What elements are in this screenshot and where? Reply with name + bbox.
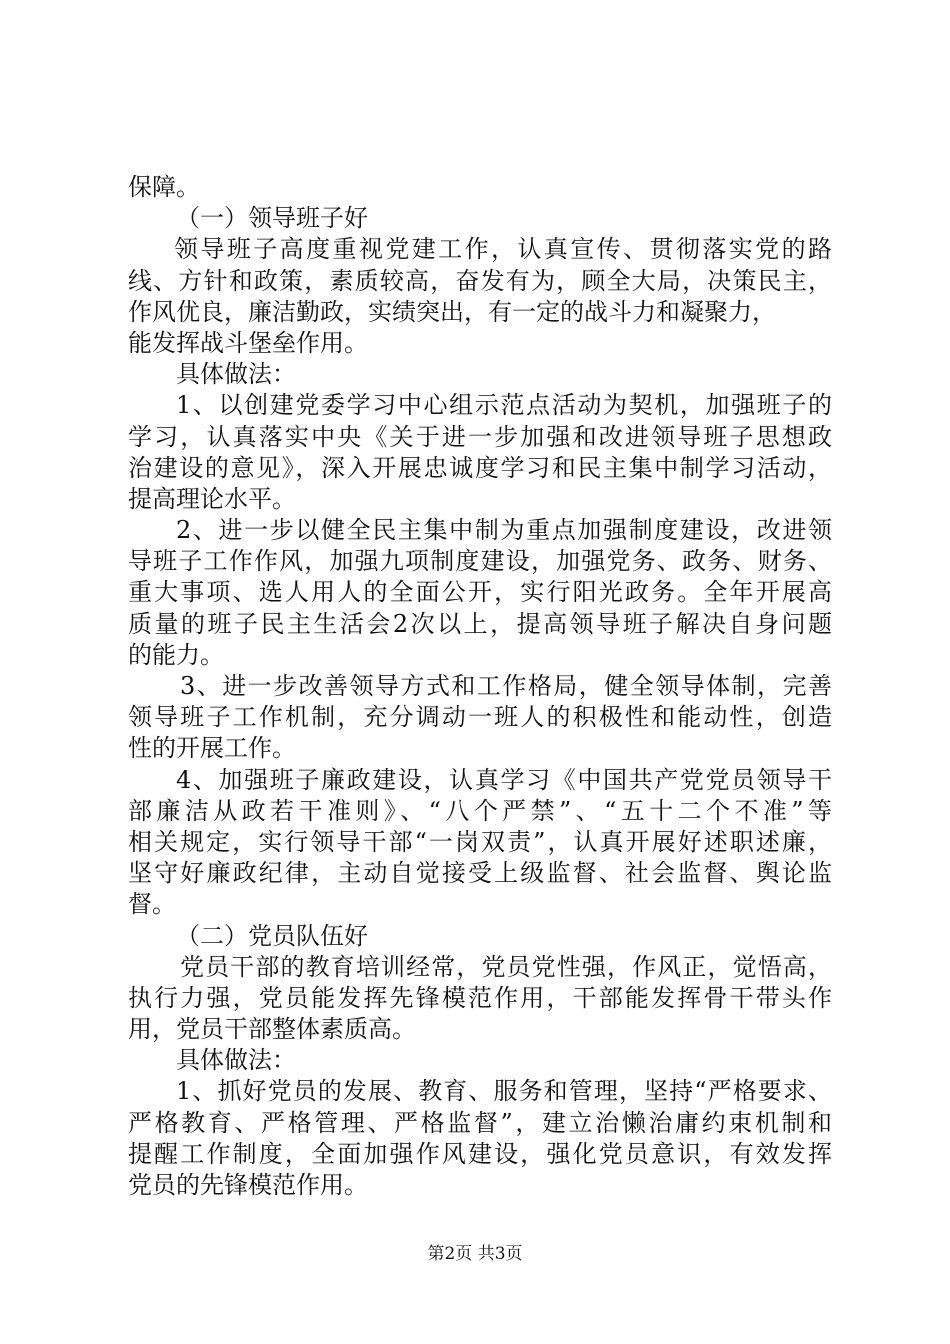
- text-line: 治建设的意见》，深入开展忠诚度学习和民主集中制学习活动，: [128, 453, 832, 482]
- text-line: 保障。: [128, 173, 200, 201]
- text-line: 党员干部的教育培训经常，党员党性强，作风正，觉悟高，: [180, 952, 832, 981]
- text-line: 1、抓好党员的发展、教育、服务和管理，坚持“严格要求、: [176, 1077, 832, 1106]
- text-line: 3、进一步改善领导方式和工作格局，健全领导体制，完善: [180, 672, 832, 700]
- text-line: 质量的班子民主生活会2次以上，提高领导班子解决自身问题: [128, 609, 832, 638]
- text-line: 党员的先锋模范作用。: [128, 1171, 368, 1199]
- document-body: [128, 172, 832, 1201]
- text-line: 的能力。: [128, 640, 224, 669]
- text-line: 严格教育、严格管理、严格监督”，建立治懒治庸约束机制和: [128, 1108, 832, 1137]
- text-line: 学习，认真落实中央《关于进一步加强和改进领导班子思想政: [128, 422, 832, 451]
- text-line: 能发挥战斗堡垒作用。: [128, 328, 368, 357]
- text-line: 线、方针和政策，素质较高，奋发有为，顾全大局，决策民主，: [128, 266, 832, 295]
- text-line: （二）党员队伍好: [176, 921, 368, 950]
- text-line: 领导班子高度重视党建工作，认真宣传、贯彻落实党的路: [174, 235, 832, 264]
- text-line: 提高理论水平。: [128, 484, 296, 513]
- text-line: 部廉洁从政若干准则》、“八个严禁”、“五十二个不准”等: [128, 796, 832, 825]
- page-footer: 第2页 共3页: [427, 1244, 523, 1264]
- text-line: 重大事项、选人用人的全面公开，实行阳光政务。全年开展高: [128, 578, 832, 607]
- text-line: 4、加强班子廉政建设，认真学习《中国共产党党员领导干: [176, 765, 832, 794]
- text-line: 具体做法：: [176, 1046, 296, 1075]
- text-line: 具体做法：: [176, 360, 296, 389]
- text-line: 坚守好廉政纪律，主动自觉接受上级监督、社会监督、舆论监: [128, 859, 832, 888]
- text-line: 相关规定，实行领导干部“一岗双责”，认真开展好述职述廉，: [128, 827, 832, 856]
- text-line: 提醒工作制度，全面加强作风建设，强化党员意识，有效发挥: [128, 1139, 832, 1168]
- text-line: 2、进一步以健全民主集中制为重点加强制度建设，改进领: [176, 516, 832, 545]
- text-line: 用，党员干部整体素质高。: [128, 1015, 416, 1044]
- text-line: 执行力强，党员能发挥先锋模范作用，干部能发挥骨干带头作: [128, 983, 832, 1012]
- text-line: 导班子工作作风，加强九项制度建设，加强党务、政务、财务、: [128, 547, 832, 576]
- text-line: 领导班子工作机制，充分调动一班人的积极性和能动性，创造: [128, 703, 832, 732]
- text-line: 督。: [128, 890, 176, 919]
- text-line: 1、以创建党委学习中心组示范点活动为契机，加强班子的: [176, 391, 832, 420]
- text-line: 性的开展工作。: [128, 734, 296, 763]
- text-line: 作风优良，廉洁勤政，实绩突出，有一定的战斗力和凝聚力，: [128, 297, 776, 326]
- text-line: （一）领导班子好: [176, 204, 368, 233]
